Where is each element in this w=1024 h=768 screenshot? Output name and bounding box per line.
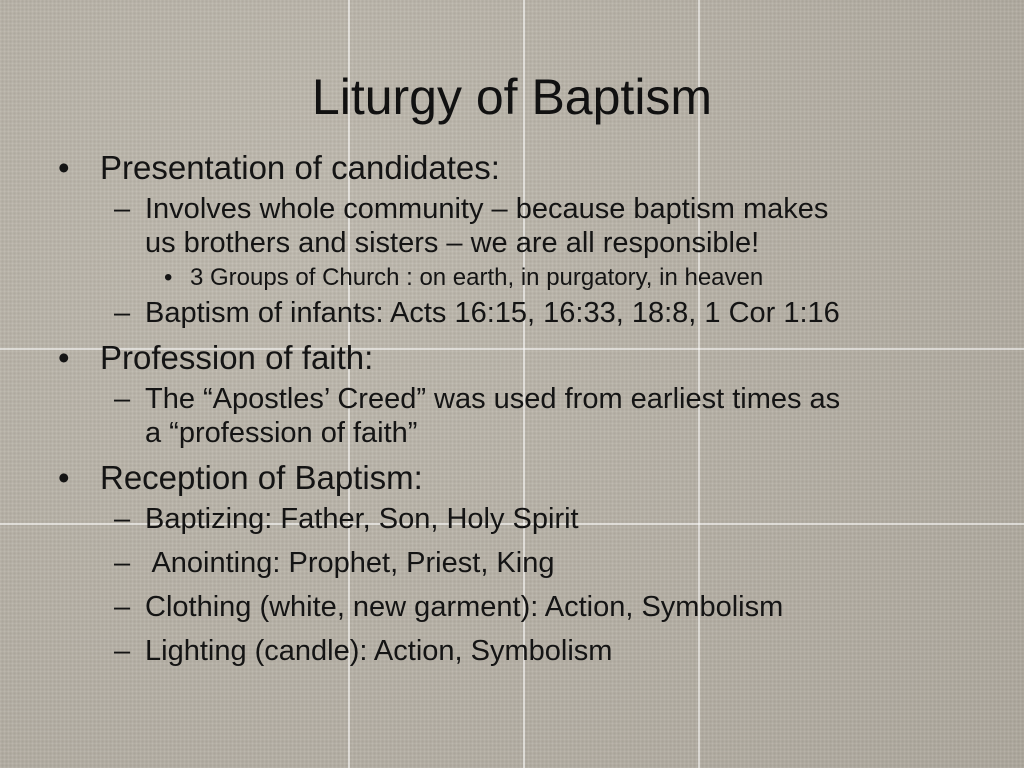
bullet-icon: •	[58, 149, 70, 186]
sub-bullet-community	[56, 192, 976, 260]
dash-icon: –	[114, 547, 131, 579]
sub-bullet-text: Baptism of infants: Acts 16:15, 16:33, 18:8, 1 Cor 1:16	[145, 297, 840, 329]
dash-icon: –	[114, 635, 131, 667]
dash-icon: –	[114, 297, 131, 329]
sub-bullet-text: Clothing (white, new garment): Action, Symbolism	[145, 591, 784, 623]
slide-title: Liturgy of Baptism	[311, 69, 713, 125]
sub-bullet-text: Baptizing: Father, Son, Holy Spirit	[145, 503, 579, 535]
sub-bullet-infants	[56, 296, 976, 330]
sub-sub-bullet-groups	[56, 262, 976, 294]
sub-bullet-text-line: us brothers and sisters – we are all responsible!	[145, 227, 760, 259]
sub-bullet-text-line: a “profession of faith”	[145, 417, 418, 449]
sub-bullet-text-line: Involves whole community – because baptism makes	[145, 193, 829, 225]
sub-bullet-baptizing	[56, 502, 976, 536]
sub-bullet-text-line: The “Apostles’ Creed” was used from earliest times as	[145, 383, 841, 415]
bullet-icon: •	[164, 264, 173, 291]
sub-bullet-text: Anointing: Prophet, Priest, King	[145, 547, 555, 579]
bullet-icon: •	[58, 339, 70, 376]
bullet-presentation-of-candidates	[56, 146, 976, 190]
bullet-icon: •	[58, 459, 70, 496]
bullet-text: Presentation of candidates:	[100, 149, 500, 186]
dash-icon: –	[114, 383, 131, 415]
dash-icon: –	[114, 591, 131, 623]
bullet-profession-of-faith	[56, 336, 976, 380]
sub-bullet-text: Lighting (candle): Action, Symbolism	[145, 635, 613, 667]
sub-bullet-lighting	[56, 634, 976, 668]
sub-bullet-creed	[56, 382, 976, 450]
sub-sub-bullet-text: 3 Groups of Church : on earth, in purgatory, in heaven	[190, 264, 764, 291]
bullet-text: Profession of faith:	[100, 339, 374, 376]
bullet-list	[56, 146, 976, 668]
bullet-text: Reception of Baptism:	[100, 459, 423, 496]
sub-bullet-anointing	[56, 546, 976, 580]
sub-bullet-clothing	[56, 590, 976, 624]
dash-icon: –	[114, 503, 131, 535]
dash-icon: –	[114, 193, 131, 225]
bullet-reception-of-baptism	[56, 456, 976, 500]
